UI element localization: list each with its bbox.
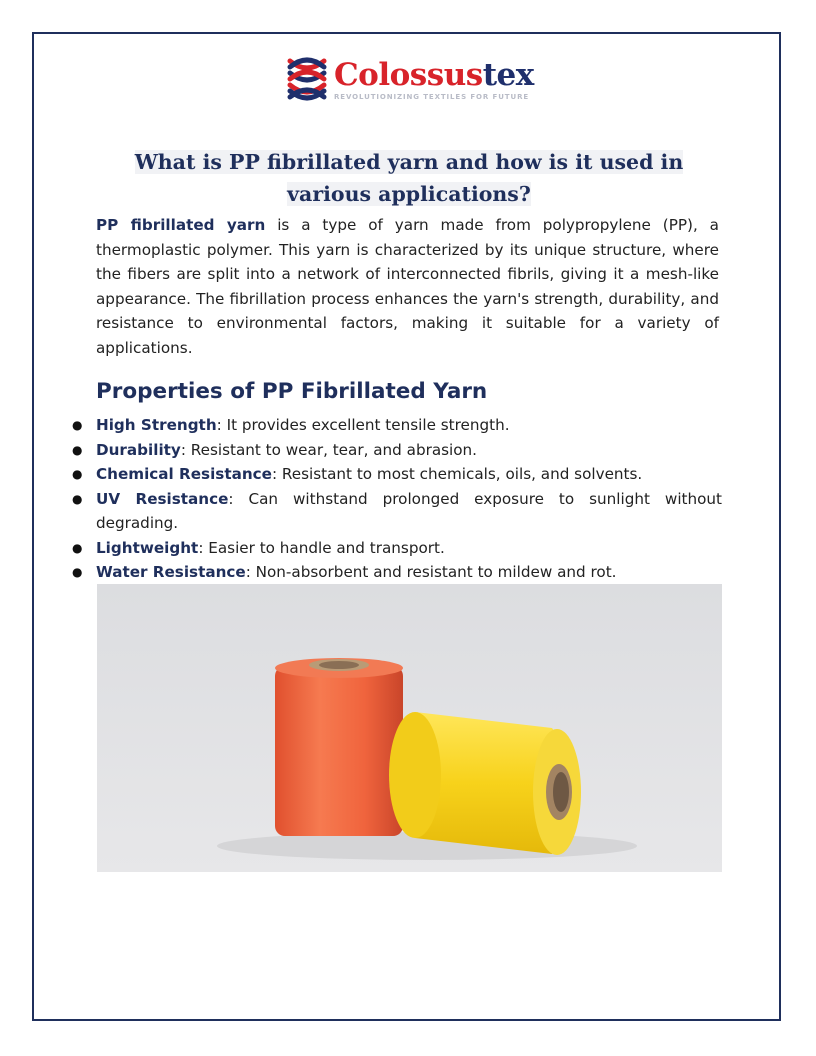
property-desc: : Can withstand prolonged exposure to sunlight without degrading. <box>96 489 723 532</box>
brand-name <box>334 55 534 95</box>
property-term: Water Resistance <box>96 563 246 581</box>
bullet-icon: ● <box>72 418 83 432</box>
properties-list <box>64 413 722 585</box>
property-desc: : It provides excellent tensile strength. <box>216 416 510 434</box>
property-term: Lightweight <box>96 538 199 557</box>
list-item <box>64 438 722 463</box>
property-desc: : Resistant to most chemicals, oils, and solvents. <box>271 465 643 483</box>
weave-logo-icon <box>286 55 328 105</box>
brand-logo <box>286 55 536 107</box>
bullet-icon: ● <box>72 565 83 579</box>
brand-tagline: REVOLUTIONIZING TEXTILES FOR FUTURE <box>334 93 530 101</box>
property-term: High Strength <box>96 416 217 434</box>
intro-text: is a type of yarn made from polypropylene (PP), a thermoplastic polymer. This yarn is characterized by its unique structure, where the fibers are split into a network of interconnected fibrils, giving it a mesh-like appearance. The fibrillation process enhances the yarn's strength, durability, and resistance to environmental factors, making it suitable for a variety of applications. <box>96 216 719 357</box>
bullet-icon: ● <box>72 467 83 481</box>
yarn-spools-image <box>97 584 722 872</box>
property-term: Chemical Resistance <box>96 465 272 483</box>
property-desc: : Resistant to wear, tear, and abrasion. <box>180 440 478 459</box>
bullet-icon: ● <box>72 442 83 457</box>
property-desc: : Non-absorbent and resistant to mildew and rot. <box>245 563 617 581</box>
list-item <box>64 413 722 438</box>
property-term: Durability <box>96 440 181 459</box>
intro-bold-term: PP fibrillated yarn <box>96 216 266 234</box>
list-item <box>64 462 722 487</box>
property-desc: : Easier to handle and transport. <box>198 538 445 557</box>
page-title <box>96 146 722 210</box>
bullet-icon: ● <box>72 491 83 506</box>
list-item <box>64 487 722 536</box>
yarn-spools-photo <box>97 584 722 872</box>
properties-heading: Properties of PP Fibrillated Yarn <box>96 379 488 404</box>
brand-name-part2: tex <box>482 57 534 93</box>
intro-paragraph <box>96 213 719 360</box>
property-term: UV Resistance <box>96 489 229 508</box>
list-item <box>64 560 722 585</box>
list-item <box>64 536 722 561</box>
bullet-icon: ● <box>72 540 83 555</box>
brand-name-part1: Colossus <box>334 57 483 93</box>
page-title-text: What is PP fibrillated yarn and how is it used in various applications? <box>134 150 684 206</box>
